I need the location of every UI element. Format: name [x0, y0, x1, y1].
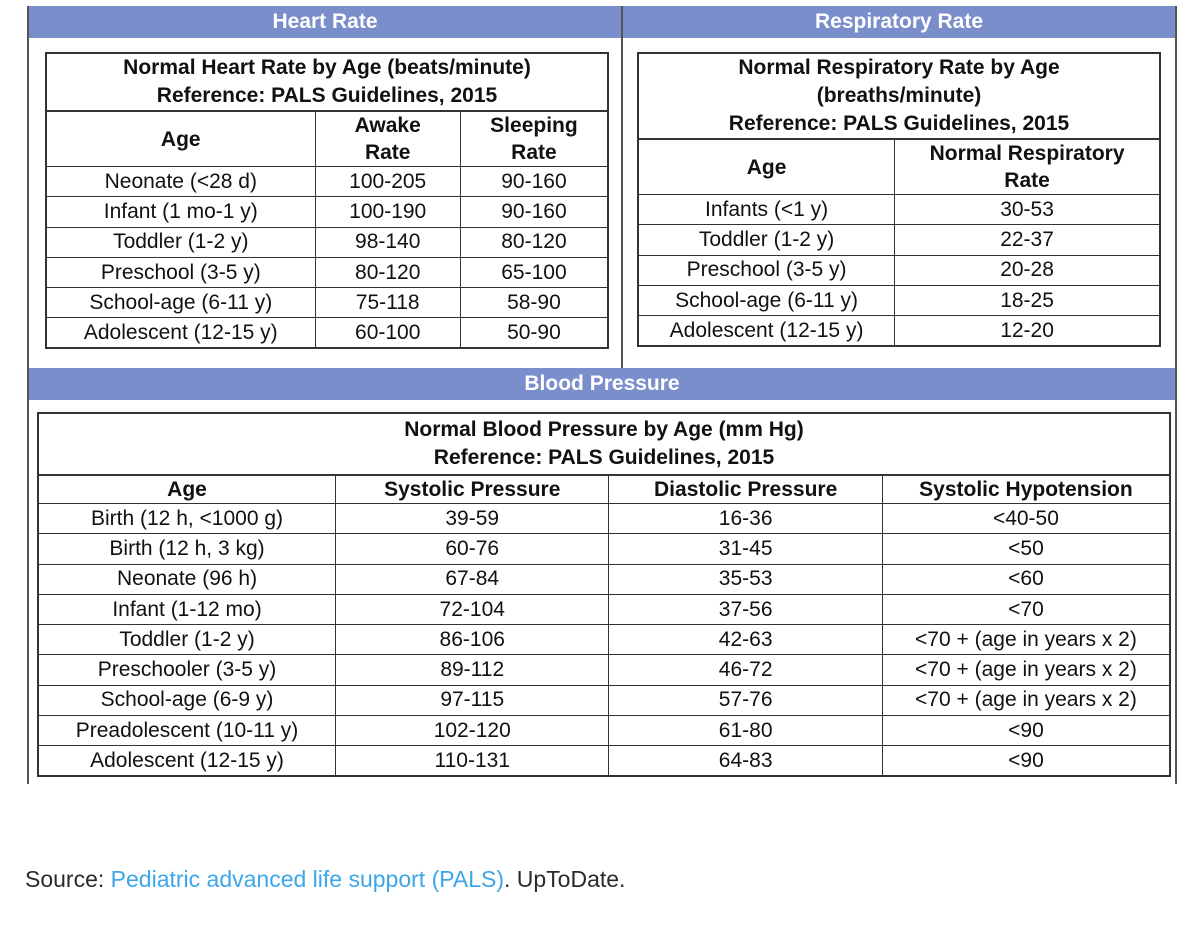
table-row	[638, 316, 1160, 346]
respiratory-rate-table	[637, 52, 1161, 347]
table-cell: 46-72	[609, 655, 882, 685]
blood-pressure-caption	[38, 413, 1170, 475]
table-cell: Toddler (1-2 y)	[638, 225, 895, 255]
table-cell: 64-83	[609, 746, 882, 776]
table-row	[38, 594, 1170, 624]
table-cell: School-age (6-9 y)	[38, 685, 336, 715]
table-cell: 57-76	[609, 685, 882, 715]
table-cell: Infants (<1 y)	[638, 195, 895, 225]
table-cell: 110-131	[336, 746, 609, 776]
heart-rate-caption	[46, 53, 608, 111]
table-cell: Birth (12 h, 3 kg)	[38, 534, 336, 564]
source-suffix: . UpToDate.	[504, 866, 626, 892]
table-row	[638, 255, 1160, 285]
heart-rate-caption-line2: Reference: PALS Guidelines, 2015	[156, 84, 498, 107]
table-cell: 65-100	[460, 257, 608, 287]
table-row	[38, 746, 1170, 776]
table-row	[638, 285, 1160, 315]
table-cell: Adolescent (12-15 y)	[46, 318, 315, 348]
table-row	[638, 225, 1160, 255]
source-link[interactable]: Pediatric advanced life support (PALS)	[110, 866, 504, 892]
table-cell: Toddler (1-2 y)	[38, 625, 336, 655]
table-cell: Infant (1-12 mo)	[38, 594, 336, 624]
table-cell: <70 + (age in years x 2)	[882, 625, 1170, 655]
table-row	[638, 195, 1160, 225]
table-row	[38, 564, 1170, 594]
table-cell: 102-120	[336, 716, 609, 746]
heart-rate-band: Heart Rate	[29, 6, 621, 38]
table-cell: 60-100	[315, 318, 460, 348]
table-cell: 22-37	[895, 225, 1160, 255]
table-cell: 80-120	[315, 257, 460, 287]
table-cell: 20-28	[895, 255, 1160, 285]
table-cell: <70	[882, 594, 1170, 624]
table-cell: 58-90	[460, 288, 608, 318]
table-cell: 39-59	[336, 504, 609, 534]
table-cell: 35-53	[609, 564, 882, 594]
blood-pressure-table	[37, 412, 1171, 777]
table-cell: 100-205	[315, 167, 460, 197]
respiratory-rate-caption	[638, 53, 1160, 139]
table-cell: Preadolescent (10-11 y)	[38, 716, 336, 746]
table-cell: Neonate (96 h)	[38, 564, 336, 594]
table-row	[46, 318, 608, 348]
table-cell: 97-115	[336, 685, 609, 715]
table-row	[38, 625, 1170, 655]
respiratory-rate-caption-line3: Reference: PALS Guidelines, 2015	[728, 112, 1070, 135]
column-header: Age	[38, 475, 336, 504]
table-cell: Preschool (3-5 y)	[46, 257, 315, 287]
blood-pressure-caption-line1: Normal Blood Pressure by Age (mm Hg)	[404, 418, 804, 441]
table-cell: <70 + (age in years x 2)	[882, 685, 1170, 715]
table-row	[38, 504, 1170, 534]
blood-pressure-header-row	[38, 475, 1170, 504]
column-header: Systolic Hypotension	[882, 475, 1170, 504]
blood-pressure-band: Blood Pressure	[29, 368, 1175, 400]
table-row	[46, 257, 608, 287]
table-cell: Adolescent (12-15 y)	[638, 316, 895, 346]
table-cell: <90	[882, 746, 1170, 776]
table-cell: 67-84	[336, 564, 609, 594]
column-header: Normal Respiratory Rate	[895, 139, 1160, 195]
table-cell: Birth (12 h, <1000 g)	[38, 504, 336, 534]
table-cell: School-age (6-11 y)	[46, 288, 315, 318]
table-cell: Infant (1 mo-1 y)	[46, 197, 315, 227]
table-cell: 61-80	[609, 716, 882, 746]
column-header: Sleeping Rate	[460, 111, 608, 167]
table-cell: 80-120	[460, 227, 608, 257]
table-cell: School-age (6-11 y)	[638, 285, 895, 315]
table-cell: <60	[882, 564, 1170, 594]
table-cell: Preschooler (3-5 y)	[38, 655, 336, 685]
column-header: Systolic Pressure	[336, 475, 609, 504]
column-header: Diastolic Pressure	[609, 475, 882, 504]
respiratory-rate-header-row	[638, 139, 1160, 195]
table-cell: 16-36	[609, 504, 882, 534]
table-cell: <70 + (age in years x 2)	[882, 655, 1170, 685]
table-cell: 42-63	[609, 625, 882, 655]
table-cell: 90-160	[460, 197, 608, 227]
table-row	[38, 534, 1170, 564]
column-header: Awake Rate	[315, 111, 460, 167]
heart-rate-header-row	[46, 111, 608, 167]
table-cell: <40-50	[882, 504, 1170, 534]
table-row	[46, 227, 608, 257]
heart-rate-caption-line1: Normal Heart Rate by Age (beats/minute)	[123, 56, 531, 79]
table-cell: 60-76	[336, 534, 609, 564]
table-cell: 30-53	[895, 195, 1160, 225]
table-cell: 86-106	[336, 625, 609, 655]
table-cell: 12-20	[895, 316, 1160, 346]
section-divider	[621, 6, 623, 368]
table-cell: <90	[882, 716, 1170, 746]
heart-rate-table	[45, 52, 609, 349]
table-row	[38, 716, 1170, 746]
table-cell: 31-45	[609, 534, 882, 564]
table-cell: 100-190	[315, 197, 460, 227]
table-cell: Neonate (<28 d)	[46, 167, 315, 197]
table-row	[46, 167, 608, 197]
source-citation	[25, 866, 625, 893]
column-header: Age	[46, 111, 315, 167]
table-cell: 98-140	[315, 227, 460, 257]
column-header: Age	[638, 139, 895, 195]
table-cell: Adolescent (12-15 y)	[38, 746, 336, 776]
table-cell: 75-118	[315, 288, 460, 318]
table-cell: 50-90	[460, 318, 608, 348]
table-cell: <50	[882, 534, 1170, 564]
table-cell: 37-56	[609, 594, 882, 624]
table-cell: Preschool (3-5 y)	[638, 255, 895, 285]
source-prefix: Source:	[25, 866, 111, 892]
table-row	[46, 288, 608, 318]
respiratory-rate-band: Respiratory Rate	[623, 6, 1175, 38]
table-cell: 90-160	[460, 167, 608, 197]
table-row	[46, 197, 608, 227]
table-row	[38, 655, 1170, 685]
table-cell: 18-25	[895, 285, 1160, 315]
table-cell: 89-112	[336, 655, 609, 685]
respiratory-rate-caption-line1: Normal Respiratory Rate by Age	[738, 56, 1060, 79]
table-row	[38, 685, 1170, 715]
table-cell: Toddler (1-2 y)	[46, 227, 315, 257]
respiratory-rate-caption-line2: (breaths/minute)	[816, 84, 982, 107]
table-cell: 72-104	[336, 594, 609, 624]
blood-pressure-caption-line2: Reference: PALS Guidelines, 2015	[433, 446, 775, 469]
